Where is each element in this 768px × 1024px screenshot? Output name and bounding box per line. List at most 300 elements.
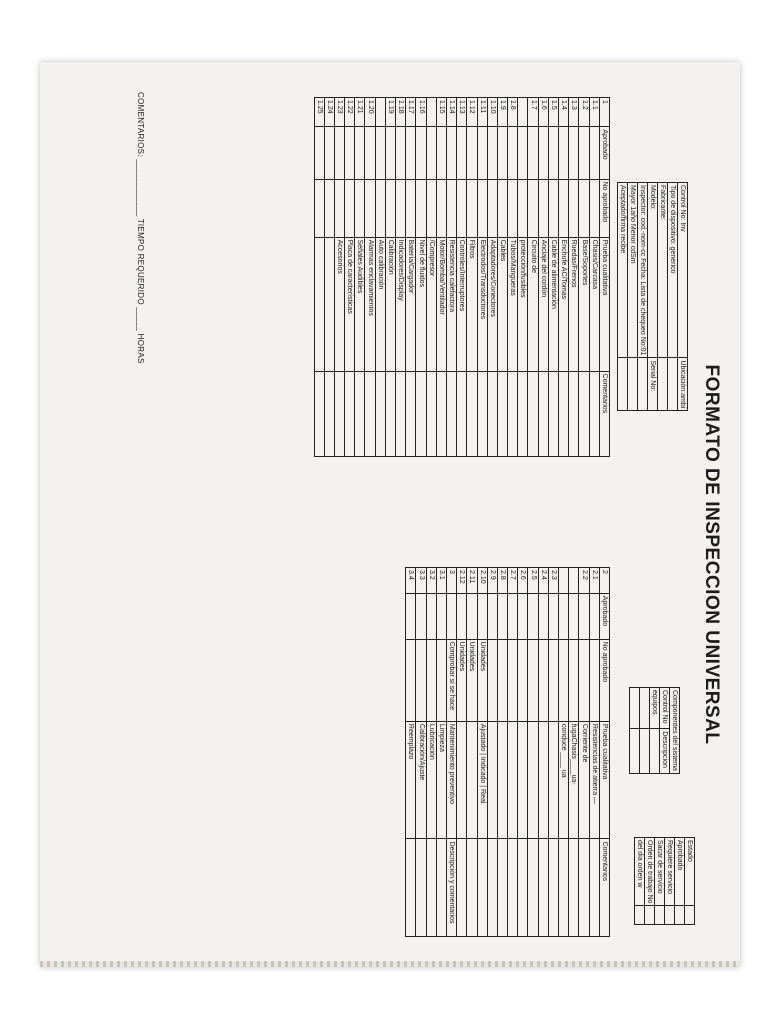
header-info-cell: Serial No: xyxy=(648,358,658,411)
approved-checkbox-cell[interactable] xyxy=(538,127,548,179)
approved-checkbox-cell[interactable] xyxy=(314,127,324,179)
approved-checkbox-cell[interactable] xyxy=(355,127,365,179)
not-approved-checkbox-cell xyxy=(548,639,558,721)
test-item-label xyxy=(467,721,477,839)
approved-checkbox-cell[interactable] xyxy=(447,593,457,639)
components-empty-cell xyxy=(640,688,650,729)
not-approved-checkbox-cell[interactable] xyxy=(375,179,385,237)
test-item-label: fugaChasis____ua- xyxy=(569,721,579,839)
hours-label: HORAS xyxy=(136,333,145,364)
not-approved-checkbox-cell[interactable] xyxy=(324,179,334,237)
not-approved-checkbox-cell[interactable] xyxy=(538,179,548,237)
comments-cell[interactable] xyxy=(518,839,528,937)
header-info-cell: Modelo: xyxy=(648,183,658,358)
item-number: 1.11 xyxy=(477,98,487,127)
qualitative-test-table-1 xyxy=(314,97,610,457)
test-item-label xyxy=(518,721,528,839)
status-label: Estado xyxy=(685,838,695,906)
approved-checkbox-cell[interactable] xyxy=(518,127,528,179)
approved-checkbox-cell[interactable] xyxy=(487,593,497,639)
not-approved-checkbox-cell[interactable] xyxy=(447,179,457,237)
comments-cell[interactable] xyxy=(406,371,416,456)
comments-cell[interactable] xyxy=(396,371,406,456)
scanned-paper xyxy=(40,62,740,967)
not-approved-checkbox-cell xyxy=(559,639,569,721)
item-number: 1.3 xyxy=(569,98,579,127)
item-number: 3.3 xyxy=(416,568,426,594)
comments-cell[interactable] xyxy=(334,371,344,456)
header-info-cell xyxy=(638,358,648,411)
comments-cell[interactable] xyxy=(579,839,589,937)
comments-cell[interactable] xyxy=(375,371,385,456)
header-info-row xyxy=(678,183,688,411)
test-item-label: Corriente de xyxy=(579,721,589,839)
approved-checkbox-cell[interactable] xyxy=(467,593,477,639)
comments-cell[interactable] xyxy=(528,839,538,937)
item-number: 3.1 xyxy=(436,568,446,594)
comments-line: ____________ xyxy=(136,159,145,217)
item-number: 1.19 xyxy=(385,98,395,127)
form-title: FORMATO DE INSPECCION UNIVERSAL xyxy=(701,364,722,745)
not-approved-checkbox-cell[interactable] xyxy=(477,179,487,237)
item-number: 1.18 xyxy=(396,98,406,127)
table2-header-row xyxy=(599,568,609,937)
not-approved-checkbox-cell[interactable] xyxy=(416,179,426,237)
header-info-cell: Control No: Inv xyxy=(678,183,688,358)
not-approved-checkbox-cell[interactable] xyxy=(548,179,558,237)
test-item-label: Ajustado | Indicado | Real xyxy=(477,721,487,839)
table-row xyxy=(416,568,426,937)
table-row xyxy=(406,568,416,937)
test-item-label xyxy=(487,721,497,839)
comments-cell[interactable] xyxy=(447,371,457,456)
approved-checkbox-cell[interactable] xyxy=(426,593,436,639)
item-number: 1.13 xyxy=(457,98,467,127)
not-approved-checkbox-cell[interactable] xyxy=(334,179,344,237)
comments-cell[interactable] xyxy=(467,371,477,456)
time-required-label: TIEMPO REQUERIDO xyxy=(136,218,145,305)
comments-cell[interactable] xyxy=(569,839,579,937)
components-col-control: Control No xyxy=(660,688,670,729)
item-number: 3 xyxy=(447,568,457,594)
comments-cell[interactable] xyxy=(518,371,528,456)
approved-checkbox-cell[interactable] xyxy=(385,127,395,179)
comments-cell[interactable] xyxy=(528,371,538,456)
table2-col-approved: Aprobado xyxy=(599,593,609,639)
item-number: 3.2 xyxy=(426,568,436,594)
not-approved-checkbox-cell[interactable] xyxy=(436,179,446,237)
test-item-label: /Compresor xyxy=(426,237,436,371)
components-row-equipos: equipos xyxy=(650,688,660,729)
header-info-cell: Ubicación:ambi xyxy=(678,358,688,411)
comments-cell[interactable] xyxy=(559,371,569,456)
not-approved-checkbox-cell xyxy=(518,639,528,721)
comments-cell[interactable] xyxy=(538,839,548,937)
test-item-label: Calibración/Ajuste xyxy=(416,721,426,839)
status-row xyxy=(665,838,675,925)
test-item-label xyxy=(528,721,538,839)
comments-cell[interactable] xyxy=(436,371,446,456)
item-number: 1.17 xyxy=(406,98,416,127)
not-approved-checkbox-cell[interactable] xyxy=(518,179,528,237)
comments-cell[interactable] xyxy=(436,839,446,937)
status-row xyxy=(675,838,685,925)
not-approved-checkbox-cell[interactable] xyxy=(559,179,569,237)
header-info-row xyxy=(618,183,628,411)
approved-checkbox-cell[interactable] xyxy=(324,127,334,179)
approved-checkbox-cell[interactable] xyxy=(457,593,467,639)
header-info-row xyxy=(658,183,668,411)
item-number: 2.11 xyxy=(467,568,477,594)
item-number: 1.12 xyxy=(467,98,477,127)
test-item-label: Calibración xyxy=(385,237,395,371)
comments-cell[interactable] xyxy=(508,371,518,456)
not-approved-checkbox-cell[interactable] xyxy=(528,179,538,237)
comments-cell[interactable] xyxy=(487,371,497,456)
system-components-box xyxy=(629,687,680,774)
table2-col-test: Prueba cualitativa xyxy=(599,721,609,839)
not-approved-checkbox-cell[interactable] xyxy=(497,179,507,237)
test-item-label: Batería/Cargador xyxy=(406,237,416,371)
approved-checkbox-cell[interactable] xyxy=(436,127,446,179)
header-info-row xyxy=(648,183,658,411)
status-row xyxy=(655,838,665,925)
not-approved-checkbox-cell[interactable] xyxy=(355,179,365,237)
item-number: 2.6 xyxy=(518,568,528,594)
not-approved-checkbox-cell xyxy=(426,639,436,721)
header-info-row xyxy=(638,183,648,411)
table-row xyxy=(518,568,528,937)
approved-checkbox-cell[interactable] xyxy=(548,593,558,639)
table-row xyxy=(548,98,558,457)
approved-checkbox-cell[interactable] xyxy=(365,127,375,179)
not-approved-checkbox-cell xyxy=(436,639,446,721)
comments-label: COMENTARIOS: xyxy=(136,92,145,157)
not-approved-checkbox-cell: Unidades xyxy=(477,639,487,721)
item-number: 1.4 xyxy=(559,98,569,127)
not-approved-checkbox-cell: Unidades xyxy=(467,639,477,721)
comments-cell[interactable] xyxy=(457,371,467,456)
header-info-cell xyxy=(668,358,678,411)
comments-cell[interactable]: Descripción y comentarios xyxy=(447,839,457,937)
comments-cell[interactable] xyxy=(589,839,599,937)
components-col-description: Descripcion xyxy=(660,729,670,774)
qualitative-test-table-2 xyxy=(405,567,610,937)
status-checkbox-cell[interactable] xyxy=(675,906,685,925)
test-item-label: Lubricación xyxy=(426,721,436,839)
not-approved-checkbox-cell[interactable] xyxy=(589,179,599,237)
components-empty-cell xyxy=(630,688,640,729)
approved-checkbox-cell[interactable] xyxy=(467,127,477,179)
not-approved-checkbox-cell xyxy=(538,639,548,721)
not-approved-checkbox-cell[interactable] xyxy=(314,179,324,237)
table1-col-comments: Comentarios xyxy=(599,371,609,456)
table-row xyxy=(559,568,569,937)
table-row xyxy=(497,568,507,937)
table-row xyxy=(477,568,487,937)
table-row xyxy=(385,98,395,457)
table-row xyxy=(548,568,558,937)
status-row xyxy=(685,838,695,925)
test-item-label: Filtros xyxy=(467,237,477,371)
item-number: 1.16 xyxy=(416,98,426,127)
comments-cell[interactable] xyxy=(345,371,355,456)
table-row xyxy=(508,568,518,937)
item-number: 2.8 xyxy=(497,568,507,594)
comments-cell[interactable] xyxy=(457,839,467,937)
item-number: 1.14 xyxy=(447,98,457,127)
not-approved-checkbox-cell[interactable] xyxy=(508,179,518,237)
approved-checkbox-cell[interactable] xyxy=(528,593,538,639)
test-item-label: protección/fusibles xyxy=(518,237,528,371)
approved-checkbox-cell[interactable] xyxy=(375,127,385,179)
test-item-label: Electrodos/Transductores xyxy=(477,237,487,371)
table1-col-num: 1 xyxy=(599,98,609,127)
comments-cell[interactable] xyxy=(477,839,487,937)
test-item-label: Alarmas enclavamientos xyxy=(365,237,375,371)
item-number: 2.12 xyxy=(457,568,467,594)
header-info-cell xyxy=(658,358,668,411)
approved-checkbox-cell[interactable] xyxy=(426,127,436,179)
comments-cell[interactable] xyxy=(406,839,416,937)
approved-checkbox-cell[interactable] xyxy=(508,593,518,639)
comments-cell[interactable] xyxy=(538,371,548,456)
comments-cell[interactable] xyxy=(426,371,436,456)
approved-checkbox-cell[interactable] xyxy=(406,593,416,639)
status-checkbox-cell[interactable] xyxy=(645,906,655,925)
status-row xyxy=(645,838,655,925)
not-approved-checkbox-cell xyxy=(569,639,579,721)
table-row xyxy=(487,98,497,457)
item-number: 3.4 xyxy=(406,568,416,594)
table-row xyxy=(589,98,599,457)
not-approved-checkbox-cell xyxy=(508,639,518,721)
not-approved-checkbox-cell[interactable] xyxy=(345,179,355,237)
not-approved-checkbox-cell[interactable] xyxy=(579,179,589,237)
comments-cell[interactable] xyxy=(548,371,558,456)
table-row xyxy=(375,98,385,457)
table-row xyxy=(334,98,344,457)
table-row xyxy=(579,568,589,937)
item-number: 1.10 xyxy=(487,98,497,127)
table-row xyxy=(569,568,579,937)
not-approved-checkbox-cell xyxy=(579,639,589,721)
table-row xyxy=(457,568,467,937)
comments-cell[interactable] xyxy=(497,371,507,456)
components-empty-cell xyxy=(650,729,660,774)
approved-checkbox-cell[interactable] xyxy=(559,593,569,639)
approved-checkbox-cell[interactable] xyxy=(508,127,518,179)
table-row xyxy=(345,98,355,457)
comments-cell[interactable] xyxy=(365,371,375,456)
item-number: 2.9 xyxy=(487,568,497,594)
item-number: 2.10 xyxy=(477,568,487,594)
comments-cell[interactable] xyxy=(497,839,507,937)
test-item-label: Circuito de xyxy=(528,237,538,371)
approved-checkbox-cell[interactable] xyxy=(477,127,487,179)
not-approved-checkbox-cell[interactable] xyxy=(406,179,416,237)
approved-checkbox-cell[interactable] xyxy=(579,593,589,639)
approved-checkbox-cell[interactable] xyxy=(447,127,457,179)
status-row xyxy=(635,838,645,925)
item-number: 1.8 xyxy=(508,98,518,127)
not-approved-checkbox-cell[interactable] xyxy=(457,179,467,237)
item-number: 1.15 xyxy=(436,98,446,127)
not-approved-checkbox-cell[interactable] xyxy=(569,179,579,237)
table-row xyxy=(487,568,497,937)
item-number: 1.9 xyxy=(497,98,507,127)
approved-checkbox-cell[interactable] xyxy=(569,593,579,639)
item-number: 1.6 xyxy=(538,98,548,127)
header-info-row xyxy=(668,183,678,411)
comments-cell[interactable] xyxy=(569,371,579,456)
table2-col-comments: Comentarios xyxy=(599,839,609,937)
components-empty-cell xyxy=(630,729,640,774)
header-info-cell xyxy=(628,358,638,411)
comments-cell[interactable] xyxy=(355,371,365,456)
item-number: 1.21 xyxy=(355,98,365,127)
approved-checkbox-cell[interactable] xyxy=(487,127,497,179)
status-label: Sacar de servicio xyxy=(655,838,665,906)
approved-checkbox-cell[interactable] xyxy=(548,127,558,179)
item-number: 2.5 xyxy=(528,568,538,594)
not-approved-checkbox-cell[interactable] xyxy=(467,179,477,237)
test-item-label: Limpieza xyxy=(436,721,446,839)
comments-cell[interactable] xyxy=(579,371,589,456)
table-row xyxy=(497,98,507,457)
header-info-cell: Aceptado/firma recibe xyxy=(618,183,628,358)
test-item-label: Nivel de fluidos xyxy=(416,237,426,371)
item-number: 2.7 xyxy=(508,568,518,594)
table-row xyxy=(406,98,416,457)
table2-col-num: 2 xyxy=(599,568,609,594)
test-item-label: Cables xyxy=(497,237,507,371)
table-row xyxy=(467,568,477,937)
comments-cell[interactable] xyxy=(589,371,599,456)
approved-checkbox-cell[interactable] xyxy=(589,593,599,639)
approved-checkbox-cell[interactable] xyxy=(559,127,569,179)
item-number xyxy=(559,568,569,594)
test-item-label: Controles/Interruptores xyxy=(457,237,467,371)
table-row xyxy=(416,98,426,457)
test-item-label: Señales Audibles xyxy=(355,237,365,371)
item-number: 1.22 xyxy=(345,98,355,127)
comments-cell[interactable] xyxy=(548,839,558,937)
approved-checkbox-cell[interactable] xyxy=(538,593,548,639)
table-row xyxy=(528,98,538,457)
table-row xyxy=(436,568,446,937)
status-checkbox-cell[interactable] xyxy=(685,906,695,925)
table-row xyxy=(314,98,324,457)
approved-checkbox-cell[interactable] xyxy=(457,127,467,179)
not-approved-checkbox-cell xyxy=(487,639,497,721)
not-approved-checkbox-cell: Comprobar si se hace xyxy=(447,639,457,721)
approved-checkbox-cell[interactable] xyxy=(528,127,538,179)
status-checkbox-cell[interactable] xyxy=(635,906,645,925)
comments-cell[interactable] xyxy=(559,839,569,937)
not-approved-checkbox-cell[interactable] xyxy=(426,179,436,237)
approved-checkbox-cell[interactable] xyxy=(345,127,355,179)
approved-checkbox-cell[interactable] xyxy=(579,127,589,179)
not-approved-checkbox-cell[interactable] xyxy=(487,179,497,237)
item-number: 1.1 xyxy=(589,98,599,127)
approved-checkbox-cell[interactable] xyxy=(436,593,446,639)
table-row xyxy=(538,568,548,937)
item-number: 1.25 xyxy=(314,98,324,127)
not-approved-checkbox-cell[interactable] xyxy=(396,179,406,237)
not-approved-checkbox-cell xyxy=(406,639,416,721)
not-approved-checkbox-cell xyxy=(497,639,507,721)
approved-checkbox-cell[interactable] xyxy=(497,593,507,639)
table1-col-not-approved: No aprobado xyxy=(599,179,609,237)
comments-cell[interactable] xyxy=(416,371,426,456)
table-row xyxy=(436,98,446,457)
approved-checkbox-cell[interactable] xyxy=(477,593,487,639)
item-number: 1.7 xyxy=(528,98,538,127)
header-info-cell: Tipo de dispositivo: generico xyxy=(668,183,678,358)
table-row xyxy=(324,98,334,457)
test-item-label: Reemplazo xyxy=(406,721,416,839)
table1-col-test: Prueba cualitativa xyxy=(599,237,609,371)
approved-checkbox-cell[interactable] xyxy=(406,127,416,179)
status-label: Requiere servicio xyxy=(665,838,675,906)
test-item-label: Chasis/Carcasa xyxy=(589,237,599,371)
item-number: 1.24 xyxy=(324,98,334,127)
comments-cell[interactable] xyxy=(385,371,395,456)
comments-cell[interactable] xyxy=(314,371,324,456)
approved-checkbox-cell[interactable] xyxy=(518,593,528,639)
comments-cell[interactable] xyxy=(426,839,436,937)
status-checkbox-cell[interactable] xyxy=(665,906,675,925)
header-info-row xyxy=(628,183,638,411)
comments-cell[interactable] xyxy=(477,371,487,456)
header-info-cell: Mayor 1año Menor cdSm xyxy=(628,183,638,358)
table-row xyxy=(457,98,467,457)
approved-checkbox-cell[interactable] xyxy=(589,127,599,179)
test-item-label xyxy=(324,237,334,371)
test-item-label xyxy=(538,721,548,839)
comments-cell[interactable] xyxy=(508,839,518,937)
approved-checkbox-cell[interactable] xyxy=(416,127,426,179)
status-checkbox-cell[interactable] xyxy=(655,906,665,925)
test-item-label: Placa de características xyxy=(345,237,355,371)
item-number: 2.3 xyxy=(548,568,558,594)
test-item-label: Indicadores/Display xyxy=(396,237,406,371)
approved-checkbox-cell[interactable] xyxy=(334,127,344,179)
table-row xyxy=(569,98,579,457)
test-item-label: conduce ____ ua xyxy=(559,721,569,839)
table-row xyxy=(518,98,528,457)
table-row xyxy=(538,98,548,457)
approved-checkbox-cell[interactable] xyxy=(497,127,507,179)
test-item-label xyxy=(508,721,518,839)
approved-checkbox-cell[interactable] xyxy=(396,127,406,179)
test-item-label: Tubos/Mangueras xyxy=(508,237,518,371)
inspection-form xyxy=(40,62,740,967)
not-approved-checkbox-cell[interactable] xyxy=(385,179,395,237)
comments-cell[interactable] xyxy=(467,839,477,937)
components-title: Componentes del sistema xyxy=(670,688,680,774)
item-number: 2.2 xyxy=(579,568,589,594)
test-item-label: Resistencia calefactora xyxy=(447,237,457,371)
comments-cell[interactable] xyxy=(487,839,497,937)
comments-cell[interactable] xyxy=(416,839,426,937)
not-approved-checkbox-cell[interactable] xyxy=(365,179,375,237)
comments-cell[interactable] xyxy=(324,371,334,456)
item-number: 1.20 xyxy=(365,98,375,127)
approved-checkbox-cell[interactable] xyxy=(416,593,426,639)
approved-checkbox-cell[interactable] xyxy=(569,127,579,179)
